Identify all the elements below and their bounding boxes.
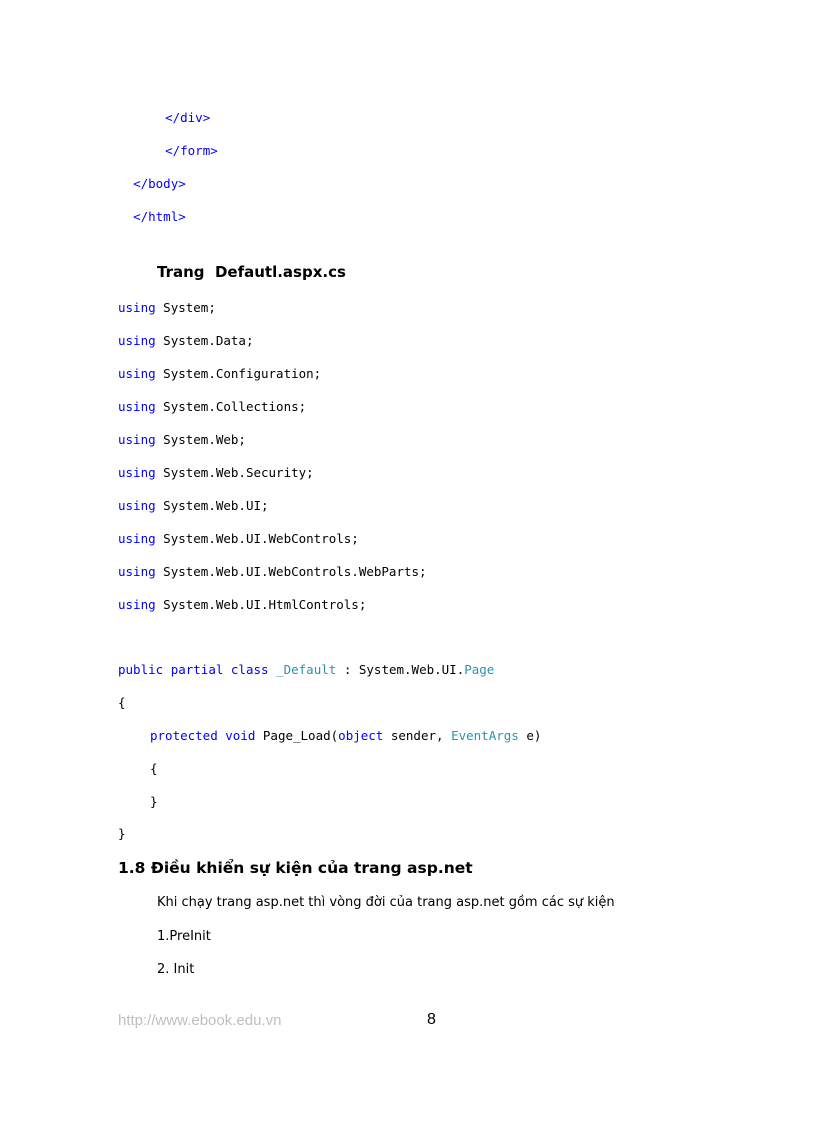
code-line-using — [118, 333, 253, 349]
namespace: System.Web.UI.HtmlControls; — [155, 597, 367, 612]
namespace: System.Web.UI.WebControls; — [155, 531, 359, 546]
namespace: System.Data; — [155, 333, 254, 348]
keyword-protected: protected — [150, 728, 218, 743]
keyword-using: using — [118, 366, 156, 381]
keyword-using: using — [118, 465, 156, 480]
namespace: System.Web.UI; — [155, 498, 269, 513]
code-token: </html> — [133, 209, 186, 224]
file-heading: Trang Defautl.aspx.cs — [157, 263, 346, 281]
event-item: 2. Init — [157, 962, 195, 977]
code-line-using — [118, 432, 246, 448]
code-line-using — [118, 564, 427, 580]
namespace: System.Web; — [155, 432, 246, 447]
code-line-using — [118, 300, 216, 316]
namespace: System.Configuration; — [155, 366, 322, 381]
code-line-using — [118, 465, 314, 481]
keyword-using: using — [118, 399, 156, 414]
section-title: 1.8 Điều khiển sự kiện của trang asp.net — [118, 859, 473, 877]
code-line-using — [118, 399, 306, 415]
code-line-using — [118, 366, 321, 382]
namespace: System.Collections; — [155, 399, 307, 414]
footer-url[interactable]: http://www.ebook.edu.vn — [118, 1012, 282, 1029]
code-line-close-html — [118, 193, 186, 225]
code-line-close-brace — [118, 826, 126, 842]
namespace: System.Web.UI.WebControls.WebParts; — [155, 564, 427, 579]
code-line-close-form — [150, 127, 218, 159]
event-item: 1.PreInit — [157, 929, 211, 944]
intro-paragraph: Khi chạy trang asp.net thì vòng đời của trang asp.net gồm các sự kiện — [157, 895, 615, 910]
keyword-using: using — [118, 531, 156, 546]
keyword-class: class — [230, 662, 269, 677]
keyword-using: using — [118, 498, 156, 513]
code-line-using — [118, 531, 359, 547]
namespace: System; — [155, 300, 216, 315]
namespace: System.Web.Security; — [155, 465, 314, 480]
brace: } — [150, 794, 158, 809]
keyword-using: using — [118, 432, 156, 447]
code-token: </form> — [165, 143, 218, 158]
keyword-using: using — [118, 300, 156, 315]
page-number: 8 — [427, 1011, 436, 1028]
keyword-object: object — [338, 728, 384, 743]
code-line-method-open — [150, 761, 158, 777]
code-line-close-body — [118, 160, 186, 192]
code-line-open-brace — [118, 695, 126, 711]
code-line-using — [118, 597, 366, 613]
keyword-public: public — [118, 662, 164, 677]
base-prefix: : System.Web.UI. — [336, 662, 465, 677]
keyword-using: using — [118, 564, 156, 579]
keyword-partial: partial — [170, 662, 224, 677]
code-line-method-decl — [150, 728, 541, 744]
brace: } — [118, 826, 126, 841]
brace: { — [150, 761, 158, 776]
code-line-method-close — [150, 794, 158, 810]
code-line-class-decl — [118, 662, 494, 678]
code-line-close-div — [150, 94, 210, 126]
type-eventargs: EventArgs — [451, 728, 519, 743]
code-token: </body> — [133, 176, 186, 191]
method-name: Page_Load( — [255, 728, 339, 743]
brace: { — [118, 695, 126, 710]
keyword-void: void — [225, 728, 256, 743]
code-line-using — [118, 498, 269, 514]
class-name: _Default — [276, 662, 337, 677]
base-type: Page — [464, 662, 495, 677]
arg-sender: sender, — [383, 728, 452, 743]
keyword-using: using — [118, 597, 156, 612]
arg-e: e) — [518, 728, 542, 743]
code-token: </div> — [165, 110, 211, 125]
keyword-using: using — [118, 333, 156, 348]
